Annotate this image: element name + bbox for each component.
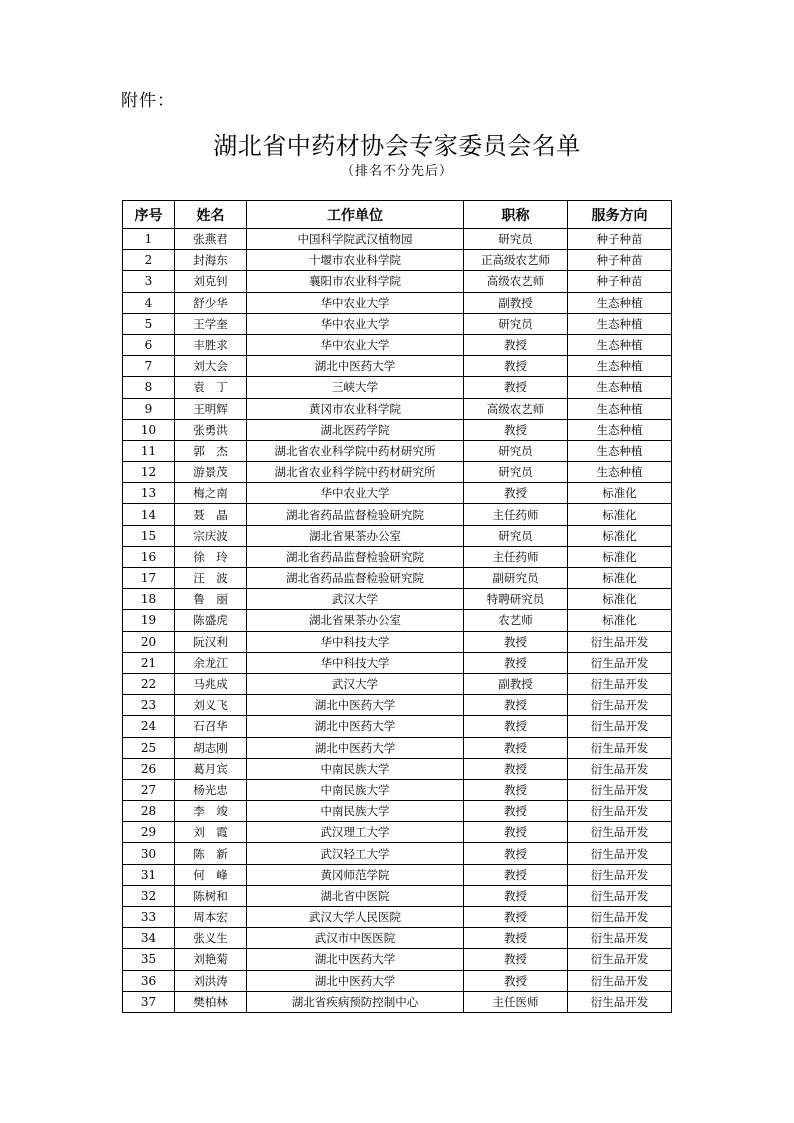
cell-index: 37 (123, 991, 175, 1012)
cell-index: 16 (123, 546, 175, 567)
table-row (123, 292, 672, 313)
cell-index: 5 (123, 313, 175, 334)
cell-name: 梅之南 (175, 483, 247, 504)
table-row (123, 504, 672, 525)
cell-index: 27 (123, 779, 175, 800)
cell-name: 刘义飞 (175, 695, 247, 716)
cell-title: 教授 (464, 758, 568, 779)
cell-service: 衍生品开发 (568, 737, 672, 758)
cell-index: 26 (123, 758, 175, 779)
cell-title: 主任医师 (464, 991, 568, 1012)
cell-index: 30 (123, 843, 175, 864)
cell-workplace: 湖北中医药大学 (247, 737, 464, 758)
cell-name: 袁 丁 (175, 377, 247, 398)
cell-workplace: 湖北省农业科学院中药材研究所 (247, 462, 464, 483)
cell-name: 陈盛虎 (175, 610, 247, 631)
cell-index: 15 (123, 525, 175, 546)
cell-title: 高级农艺师 (464, 398, 568, 419)
table-row (123, 525, 672, 546)
cell-index: 18 (123, 589, 175, 610)
cell-workplace: 中国科学院武汉植物园 (247, 229, 464, 250)
cell-service: 衍生品开发 (568, 970, 672, 991)
cell-index: 31 (123, 864, 175, 885)
cell-service: 生态种植 (568, 462, 672, 483)
cell-title: 教授 (464, 377, 568, 398)
table-row (123, 758, 672, 779)
cell-index: 19 (123, 610, 175, 631)
cell-name: 陈 新 (175, 843, 247, 864)
cell-workplace: 湖北省果茶办公室 (247, 525, 464, 546)
cell-name: 舒少华 (175, 292, 247, 313)
cell-name: 聂 晶 (175, 504, 247, 525)
cell-index: 4 (123, 292, 175, 313)
cell-index: 32 (123, 885, 175, 906)
cell-index: 6 (123, 334, 175, 355)
cell-name: 刘大会 (175, 356, 247, 377)
cell-name: 周本宏 (175, 907, 247, 928)
cell-workplace: 中南民族大学 (247, 758, 464, 779)
cell-service: 衍生品开发 (568, 801, 672, 822)
cell-service: 衍生品开发 (568, 758, 672, 779)
column-header-workplace: 工作单位 (247, 201, 464, 229)
table-header-row (123, 201, 672, 229)
cell-workplace: 武汉大学人民医院 (247, 907, 464, 928)
cell-title: 正高级农艺师 (464, 250, 568, 271)
cell-workplace: 武汉大学 (247, 589, 464, 610)
cell-title: 教授 (464, 334, 568, 355)
cell-title: 教授 (464, 483, 568, 504)
cell-name: 刘克钊 (175, 271, 247, 292)
table-row (123, 801, 672, 822)
cell-name: 丰胜求 (175, 334, 247, 355)
cell-name: 余龙江 (175, 652, 247, 673)
cell-workplace: 十堰市农业科学院 (247, 250, 464, 271)
cell-index: 22 (123, 673, 175, 694)
table-row (123, 843, 672, 864)
cell-service: 标准化 (568, 483, 672, 504)
cell-service: 衍生品开发 (568, 673, 672, 694)
cell-name: 石召华 (175, 716, 247, 737)
table-row (123, 568, 672, 589)
cell-service: 衍生品开发 (568, 907, 672, 928)
cell-title: 教授 (464, 652, 568, 673)
cell-name: 樊柏林 (175, 991, 247, 1012)
cell-title: 教授 (464, 885, 568, 906)
document-subtitle: （排名不分先后） (340, 164, 453, 179)
table-row (123, 631, 672, 652)
cell-service: 种子种苗 (568, 250, 672, 271)
cell-name: 张义生 (175, 928, 247, 949)
cell-workplace: 华中农业大学 (247, 483, 464, 504)
table-row (123, 864, 672, 885)
cell-name: 张燕君 (175, 229, 247, 250)
cell-index: 36 (123, 970, 175, 991)
table-row (123, 695, 672, 716)
cell-workplace: 湖北省药品监督检验研究院 (247, 504, 464, 525)
cell-service: 衍生品开发 (568, 928, 672, 949)
cell-service: 生态种植 (568, 334, 672, 355)
cell-index: 24 (123, 716, 175, 737)
table-row (123, 250, 672, 271)
table-row (123, 377, 672, 398)
cell-workplace: 湖北中医药大学 (247, 949, 464, 970)
cell-service: 衍生品开发 (568, 991, 672, 1012)
cell-title: 教授 (464, 419, 568, 440)
table-row (123, 610, 672, 631)
table-row (123, 462, 672, 483)
document-title: 湖北省中药材协会专家委员会名单 (213, 132, 581, 160)
cell-workplace: 襄阳市农业科学院 (247, 271, 464, 292)
cell-workplace: 武汉理工大学 (247, 822, 464, 843)
column-header-service: 服务方向 (568, 201, 672, 229)
cell-service: 生态种植 (568, 292, 672, 313)
cell-service: 标准化 (568, 568, 672, 589)
table-row (123, 991, 672, 1012)
cell-title: 研究员 (464, 229, 568, 250)
cell-index: 7 (123, 356, 175, 377)
table-row (123, 779, 672, 800)
cell-title: 教授 (464, 631, 568, 652)
cell-workplace: 黄冈师范学院 (247, 864, 464, 885)
cell-service: 生态种植 (568, 377, 672, 398)
table-row (123, 483, 672, 504)
cell-title: 教授 (464, 864, 568, 885)
cell-workplace: 武汉大学 (247, 673, 464, 694)
cell-title: 教授 (464, 970, 568, 991)
cell-workplace: 湖北省药品监督检验研究院 (247, 568, 464, 589)
cell-index: 28 (123, 801, 175, 822)
cell-service: 衍生品开发 (568, 779, 672, 800)
cell-workplace: 湖北省果茶办公室 (247, 610, 464, 631)
cell-index: 10 (123, 419, 175, 440)
cell-title: 教授 (464, 822, 568, 843)
cell-index: 2 (123, 250, 175, 271)
cell-service: 衍生品开发 (568, 716, 672, 737)
cell-workplace: 华中科技大学 (247, 631, 464, 652)
table-row (123, 589, 672, 610)
cell-title: 研究员 (464, 462, 568, 483)
cell-index: 11 (123, 440, 175, 461)
cell-title: 主任药师 (464, 504, 568, 525)
table-row (123, 716, 672, 737)
table-row (123, 652, 672, 673)
cell-index: 1 (123, 229, 175, 250)
cell-name: 刘艳菊 (175, 949, 247, 970)
cell-index: 14 (123, 504, 175, 525)
cell-service: 衍生品开发 (568, 695, 672, 716)
cell-workplace: 黄冈市农业科学院 (247, 398, 464, 419)
table-row (123, 907, 672, 928)
cell-workplace: 华中科技大学 (247, 652, 464, 673)
table-row (123, 928, 672, 949)
table-body (123, 229, 672, 1013)
cell-index: 13 (123, 483, 175, 504)
cell-index: 29 (123, 822, 175, 843)
column-header-index: 序号 (123, 201, 175, 229)
cell-name: 张勇洪 (175, 419, 247, 440)
cell-title: 农艺师 (464, 610, 568, 631)
cell-title: 教授 (464, 716, 568, 737)
cell-index: 17 (123, 568, 175, 589)
table-row (123, 229, 672, 250)
cell-title: 研究员 (464, 313, 568, 334)
cell-name: 胡志刚 (175, 737, 247, 758)
cell-title: 教授 (464, 928, 568, 949)
cell-name: 郭 杰 (175, 440, 247, 461)
cell-title: 副教授 (464, 292, 568, 313)
table-row (123, 440, 672, 461)
cell-title: 副研究员 (464, 568, 568, 589)
cell-index: 25 (123, 737, 175, 758)
cell-title: 教授 (464, 949, 568, 970)
expert-roster-table (122, 200, 672, 1013)
cell-title: 教授 (464, 907, 568, 928)
cell-workplace: 湖北中医药大学 (247, 716, 464, 737)
cell-name: 杨光忠 (175, 779, 247, 800)
table-row (123, 737, 672, 758)
cell-name: 王学奎 (175, 313, 247, 334)
cell-workplace: 华中农业大学 (247, 334, 464, 355)
cell-workplace: 武汉市中医医院 (247, 928, 464, 949)
cell-service: 种子种苗 (568, 229, 672, 250)
cell-workplace: 湖北中医药大学 (247, 695, 464, 716)
table-row (123, 673, 672, 694)
cell-title: 副教授 (464, 673, 568, 694)
table-row (123, 949, 672, 970)
cell-workplace: 湖北中医药大学 (247, 356, 464, 377)
cell-name: 葛月宾 (175, 758, 247, 779)
cell-index: 12 (123, 462, 175, 483)
cell-service: 衍生品开发 (568, 631, 672, 652)
table-row (123, 313, 672, 334)
cell-workplace: 华中农业大学 (247, 313, 464, 334)
cell-index: 33 (123, 907, 175, 928)
cell-title: 教授 (464, 801, 568, 822)
cell-index: 23 (123, 695, 175, 716)
cell-name: 徐 玲 (175, 546, 247, 567)
attachment-label: 附件： (121, 91, 175, 111)
cell-service: 种子种苗 (568, 271, 672, 292)
cell-service: 衍生品开发 (568, 864, 672, 885)
cell-title: 研究员 (464, 525, 568, 546)
cell-name: 汪 波 (175, 568, 247, 589)
cell-service: 生态种植 (568, 356, 672, 377)
cell-workplace: 湖北医药学院 (247, 419, 464, 440)
cell-service: 生态种植 (568, 440, 672, 461)
cell-service: 衍生品开发 (568, 843, 672, 864)
table-row (123, 970, 672, 991)
cell-service: 标准化 (568, 504, 672, 525)
cell-service: 生态种植 (568, 419, 672, 440)
cell-workplace: 三峡大学 (247, 377, 464, 398)
cell-workplace: 中南民族大学 (247, 801, 464, 822)
cell-workplace: 湖北省药品监督检验研究院 (247, 546, 464, 567)
cell-service: 标准化 (568, 546, 672, 567)
cell-title: 研究员 (464, 440, 568, 461)
cell-workplace: 湖北中医药大学 (247, 970, 464, 991)
cell-title: 特聘研究员 (464, 589, 568, 610)
table-row (123, 356, 672, 377)
cell-service: 标准化 (568, 525, 672, 546)
cell-title: 教授 (464, 737, 568, 758)
table-row (123, 334, 672, 355)
column-header-title: 职称 (464, 201, 568, 229)
cell-service: 衍生品开发 (568, 885, 672, 906)
cell-index: 20 (123, 631, 175, 652)
cell-name: 宗庆波 (175, 525, 247, 546)
cell-index: 34 (123, 928, 175, 949)
cell-service: 标准化 (568, 610, 672, 631)
cell-workplace: 湖北省疾病预防控制中心 (247, 991, 464, 1012)
cell-title: 主任药师 (464, 546, 568, 567)
cell-workplace: 湖北省农业科学院中药材研究所 (247, 440, 464, 461)
cell-service: 衍生品开发 (568, 949, 672, 970)
cell-index: 35 (123, 949, 175, 970)
cell-service: 生态种植 (568, 313, 672, 334)
table-row (123, 419, 672, 440)
cell-service: 衍生品开发 (568, 652, 672, 673)
cell-name: 李 竣 (175, 801, 247, 822)
cell-title: 教授 (464, 356, 568, 377)
cell-name: 鲁 丽 (175, 589, 247, 610)
cell-name: 刘洪涛 (175, 970, 247, 991)
cell-name: 王明辉 (175, 398, 247, 419)
cell-title: 高级农艺师 (464, 271, 568, 292)
cell-index: 8 (123, 377, 175, 398)
cell-name: 陈树和 (175, 885, 247, 906)
cell-title: 教授 (464, 843, 568, 864)
table-row (123, 271, 672, 292)
cell-index: 3 (123, 271, 175, 292)
cell-name: 封海东 (175, 250, 247, 271)
cell-title: 教授 (464, 695, 568, 716)
cell-name: 游景茂 (175, 462, 247, 483)
column-header-name: 姓名 (175, 201, 247, 229)
table-row (123, 822, 672, 843)
cell-workplace: 武汉轻工大学 (247, 843, 464, 864)
table-row (123, 885, 672, 906)
cell-service: 标准化 (568, 589, 672, 610)
table-row (123, 546, 672, 567)
cell-name: 何 峰 (175, 864, 247, 885)
cell-workplace: 湖北省中医院 (247, 885, 464, 906)
cell-title: 教授 (464, 779, 568, 800)
cell-service: 衍生品开发 (568, 822, 672, 843)
cell-workplace: 中南民族大学 (247, 779, 464, 800)
cell-index: 9 (123, 398, 175, 419)
cell-workplace: 华中农业大学 (247, 292, 464, 313)
cell-service: 生态种植 (568, 398, 672, 419)
cell-name: 刘 霞 (175, 822, 247, 843)
cell-index: 21 (123, 652, 175, 673)
table-row (123, 398, 672, 419)
cell-name: 阮汉利 (175, 631, 247, 652)
cell-name: 马兆成 (175, 673, 247, 694)
